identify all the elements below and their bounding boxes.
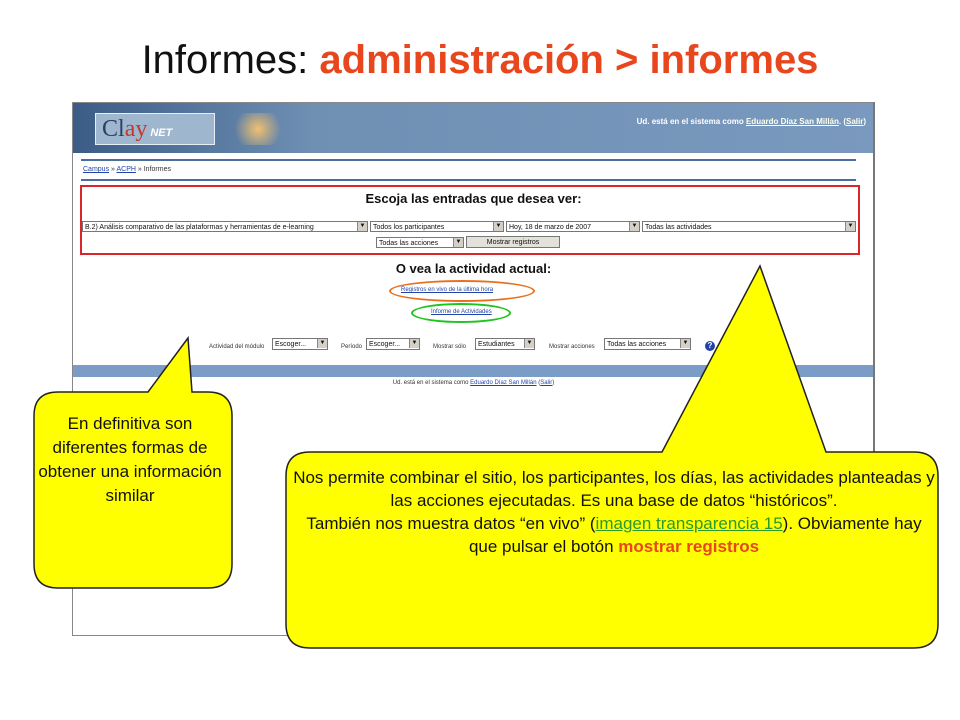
breadcrumb-acph[interactable]: ACPH: [116, 166, 136, 173]
show-actions-select[interactable]: Todas las acciones ▼: [604, 338, 691, 350]
date-select[interactable]: Hoy, 18 de marzo de 2007 ▼: [506, 221, 640, 232]
right-callout-bubble: [286, 266, 938, 648]
module-activity-label: Actividad del módulo: [209, 344, 265, 350]
live-activity-heading: O vea la actividad actual:: [395, 261, 552, 276]
clay-net-logo: Clay NET: [95, 113, 215, 145]
show-actions-label: Mostrar acciones: [549, 344, 595, 350]
period-label: Período: [341, 344, 363, 350]
chevron-down-icon: ▼: [357, 222, 367, 231]
course-select[interactable]: B.2) Análisis comparativo de las plataformas y herramientas de e-learning ▼: [82, 221, 368, 232]
breadcrumb: Campus » ACPH » Informes: [83, 166, 171, 173]
chevron-down-icon: ▼: [453, 238, 463, 247]
title-prefix: Informes:: [141, 38, 320, 82]
live-records-link[interactable]: Registros en vivo de la última hora: [401, 287, 494, 293]
footer-logout-link[interactable]: Salir: [540, 380, 553, 386]
module-activity-select[interactable]: Escoger... ▼: [272, 338, 328, 350]
logout-link[interactable]: Salir: [845, 117, 864, 126]
show-only-label: Mostrar sólo: [433, 344, 467, 350]
activity-report-link[interactable]: Informe de Actividades: [431, 309, 492, 315]
show-records-emphasis: mostrar registros: [618, 537, 760, 556]
chevron-down-icon: ▼: [409, 339, 419, 348]
participants-select[interactable]: Todos los participantes ▼: [370, 221, 504, 232]
title-highlight: administración > informes: [319, 38, 819, 82]
chevron-down-icon: ▼: [317, 339, 327, 348]
chevron-down-icon: ▼: [629, 222, 639, 231]
actions-select[interactable]: Todas las acciones ▼: [376, 237, 464, 248]
show-records-button[interactable]: Mostrar registros: [466, 236, 560, 248]
transparency-link[interactable]: imagen transparencia 15: [595, 514, 783, 533]
chevron-down-icon: ▼: [524, 339, 534, 348]
chevron-down-icon: ▼: [680, 339, 690, 348]
chevron-down-icon: ▼: [845, 222, 855, 231]
footer-login-info: Ud. está en el sistema como Eduardo Díaz San Millán (Salir): [392, 380, 555, 386]
left-callout-text: En definitiva son diferentes formas de obtener una información similar: [38, 414, 222, 505]
breadcrumb-campus[interactable]: Campus: [83, 166, 110, 173]
chevron-down-icon: ▼: [493, 222, 503, 231]
period-select[interactable]: Escoger... ▼: [366, 338, 420, 350]
help-icon[interactable]: ?: [705, 341, 715, 351]
footer-user-link[interactable]: Eduardo Díaz San Millán: [470, 380, 537, 386]
breadcrumb-current: Informes: [143, 166, 171, 173]
login-info: Ud. está en el sistema como Eduardo Díaz San Millán. (Salir): [636, 117, 866, 126]
right-callout-text: Nos permite combinar el sitio, los participantes, los días, las actividades planteadas y las acciones ejecutadas. Es una base de datos “históricos”. También nos muestra datos “en vivo” (imagen transparencia 15). Obviamente hay que pulsar el botón mostrar registros: [293, 468, 935, 556]
show-only-select[interactable]: Estudiantes ▼: [475, 338, 535, 350]
entries-heading: Escoja las entradas que desea ver:: [365, 191, 582, 206]
activities-select[interactable]: Todas las actividades ▼: [642, 221, 856, 232]
user-link[interactable]: Eduardo Díaz San Millán: [745, 117, 839, 126]
